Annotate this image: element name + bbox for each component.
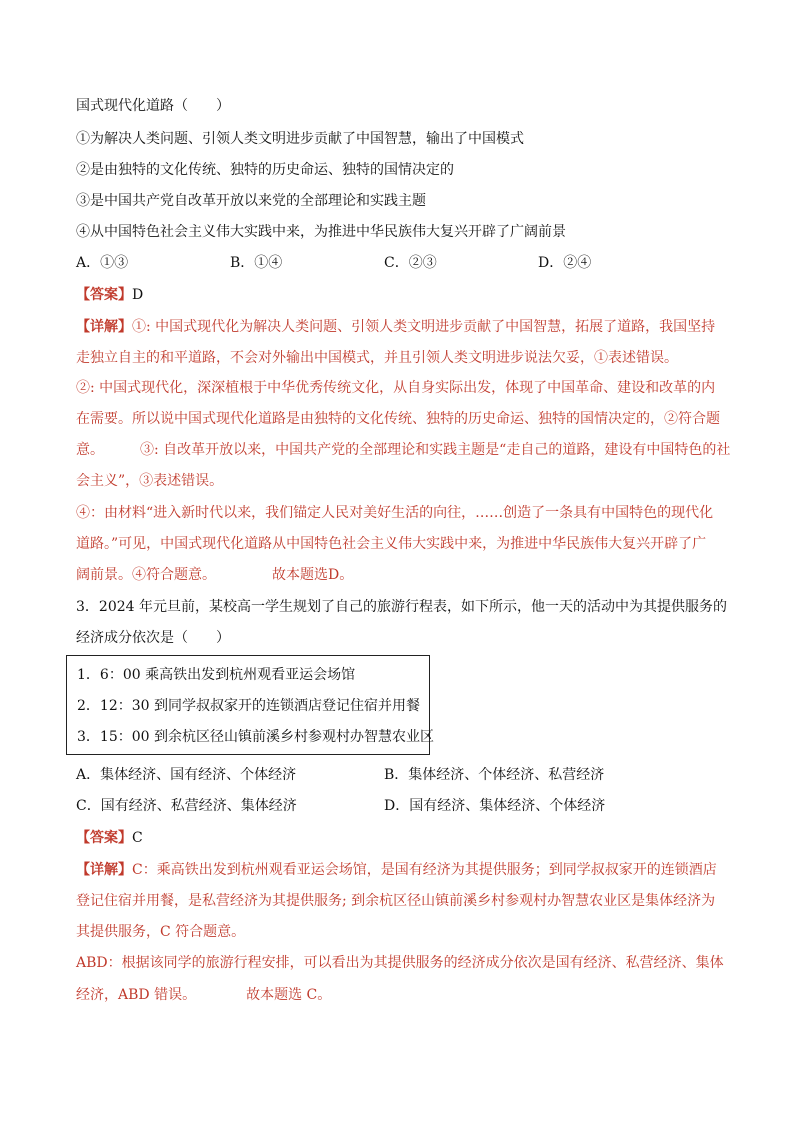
answer-value: D (132, 287, 144, 303)
detail-text: ③: 自改革开放以来，中国共产党的全部理论和实践主题是“走自己的道路，建设有中国特色的社 (140, 442, 731, 458)
itinerary-item: 1．6：00 乘高铁出发到杭州观看亚运会场馆 (77, 667, 356, 683)
detail-text: 意。 (76, 442, 104, 458)
detail-line: 登记住宿并用餐，是私营经济为其提供服务; 到余杭区径山镇前溪乡村参观村办智慧农业区是集体经济为 (76, 893, 716, 909)
detail-line (76, 317, 715, 337)
option-b: B．①④ (230, 255, 283, 271)
option-d: D．国有经济、集体经济、个体经济 (384, 798, 606, 814)
detail-label: 【详解】 (76, 319, 132, 335)
question-stem: 国式现代化道路（ ） (76, 98, 230, 114)
detail-text: C：乘高铁出发到杭州观看亚运会场馆，是国有经济为其提供服务；到同学叔叔家开的连锁酒店 (132, 862, 717, 878)
detail-text: 经济，ABD 错误。 (76, 987, 197, 1003)
detail-label: 【详解】 (76, 862, 132, 878)
detail-line (76, 860, 717, 880)
answer-line (76, 828, 143, 848)
answer-label: 【答案】 (76, 830, 132, 846)
itinerary-item: 2．12：30 到同学叔叔家开的连锁酒店登记住宿并用餐 (77, 698, 420, 714)
statement-item: ③是中国共产党自改革开放以来党的全部理论和实践主题 (76, 193, 426, 209)
answer-line (76, 285, 143, 305)
option-c: C．国有经济、私营经济、集体经济 (76, 798, 297, 814)
detail-line (76, 985, 331, 1005)
detail-text: 阔前景。④符合题意。 (76, 567, 216, 583)
detail-line: 走独立自主的和平道路，不会对外输出中国模式，并且引领人类文明进步说法欠妥，①表述错误。 (76, 350, 678, 366)
question-stem: 经济成分依次是（ ） (76, 630, 230, 646)
answer-label: 【答案】 (76, 287, 132, 303)
detail-line: 道路。”可见，中国式现代化道路从中国特色社会主义伟大实践中来，为推进中华民族伟大复兴开辟了广 (76, 536, 707, 552)
detail-line (76, 565, 353, 585)
detail-line: 其提供服务，C 符合题意。 (76, 924, 246, 940)
detail-line: ②: 中国式现代化，深深植根于中华优秀传统文化，从自身实际出发，体现了中国革命、建设和改革的内 (76, 380, 716, 396)
detail-line: ABD：根据该同学的旅游行程安排，可以看出为其提供服务的经济成分依次是国有经济、私营经济、集体 (76, 955, 724, 971)
question-stem: 3．2024 年元旦前，某校高一学生规划了自己的旅游行程表，如下所示，他一天的活动中为其提供服务的 (76, 599, 727, 615)
detail-line: 会主义”，③表述错误。 (76, 473, 224, 489)
detail-line (76, 503, 713, 523)
detail-text: ④：由材料 (76, 505, 146, 521)
detail-line: 在需要。所以说中国式现代化道路是由独特的文化传统、独特的历史命运、独特的国情决定的，②符合题 (76, 411, 720, 427)
itinerary-item: 3．15：00 到余杭区径山镇前溪乡村参观村办智慧农业区 (77, 729, 434, 745)
detail-text: “进入新时代以来，我们锚定人民对美好生活的向往，……创造了一条具有中国特色的现代化 (146, 505, 714, 521)
option-d: D．②④ (538, 255, 592, 271)
statement-item: ②是由独特的文化传统、独特的历史命运、独特的国情决定的 (76, 162, 454, 178)
option-b: B．集体经济、个体经济、私营经济 (384, 767, 605, 783)
detail-text: 故本题选 C。 (246, 987, 332, 1003)
detail-text: 故本题选D。 (272, 567, 354, 583)
option-a: A．①③ (76, 255, 129, 271)
itinerary-box (66, 655, 434, 755)
detail-text: ①: 中国式现代化为解决人类问题、引领人类文明进步贡献了中国智慧，拓展了道路，我国坚持 (132, 319, 716, 335)
detail-line (76, 440, 730, 460)
statement-item: ④从中国特色社会主义伟大实践中来，为推进中华民族伟大复兴开辟了广阔前景 (76, 224, 566, 240)
option-c: C．②③ (384, 255, 437, 271)
option-a: A．集体经济、国有经济、个体经济 (76, 767, 297, 783)
statement-item: ①为解决人类问题、引领人类文明进步贡献了中国智慧，输出了中国模式 (76, 131, 524, 147)
answer-value: C (132, 830, 143, 846)
